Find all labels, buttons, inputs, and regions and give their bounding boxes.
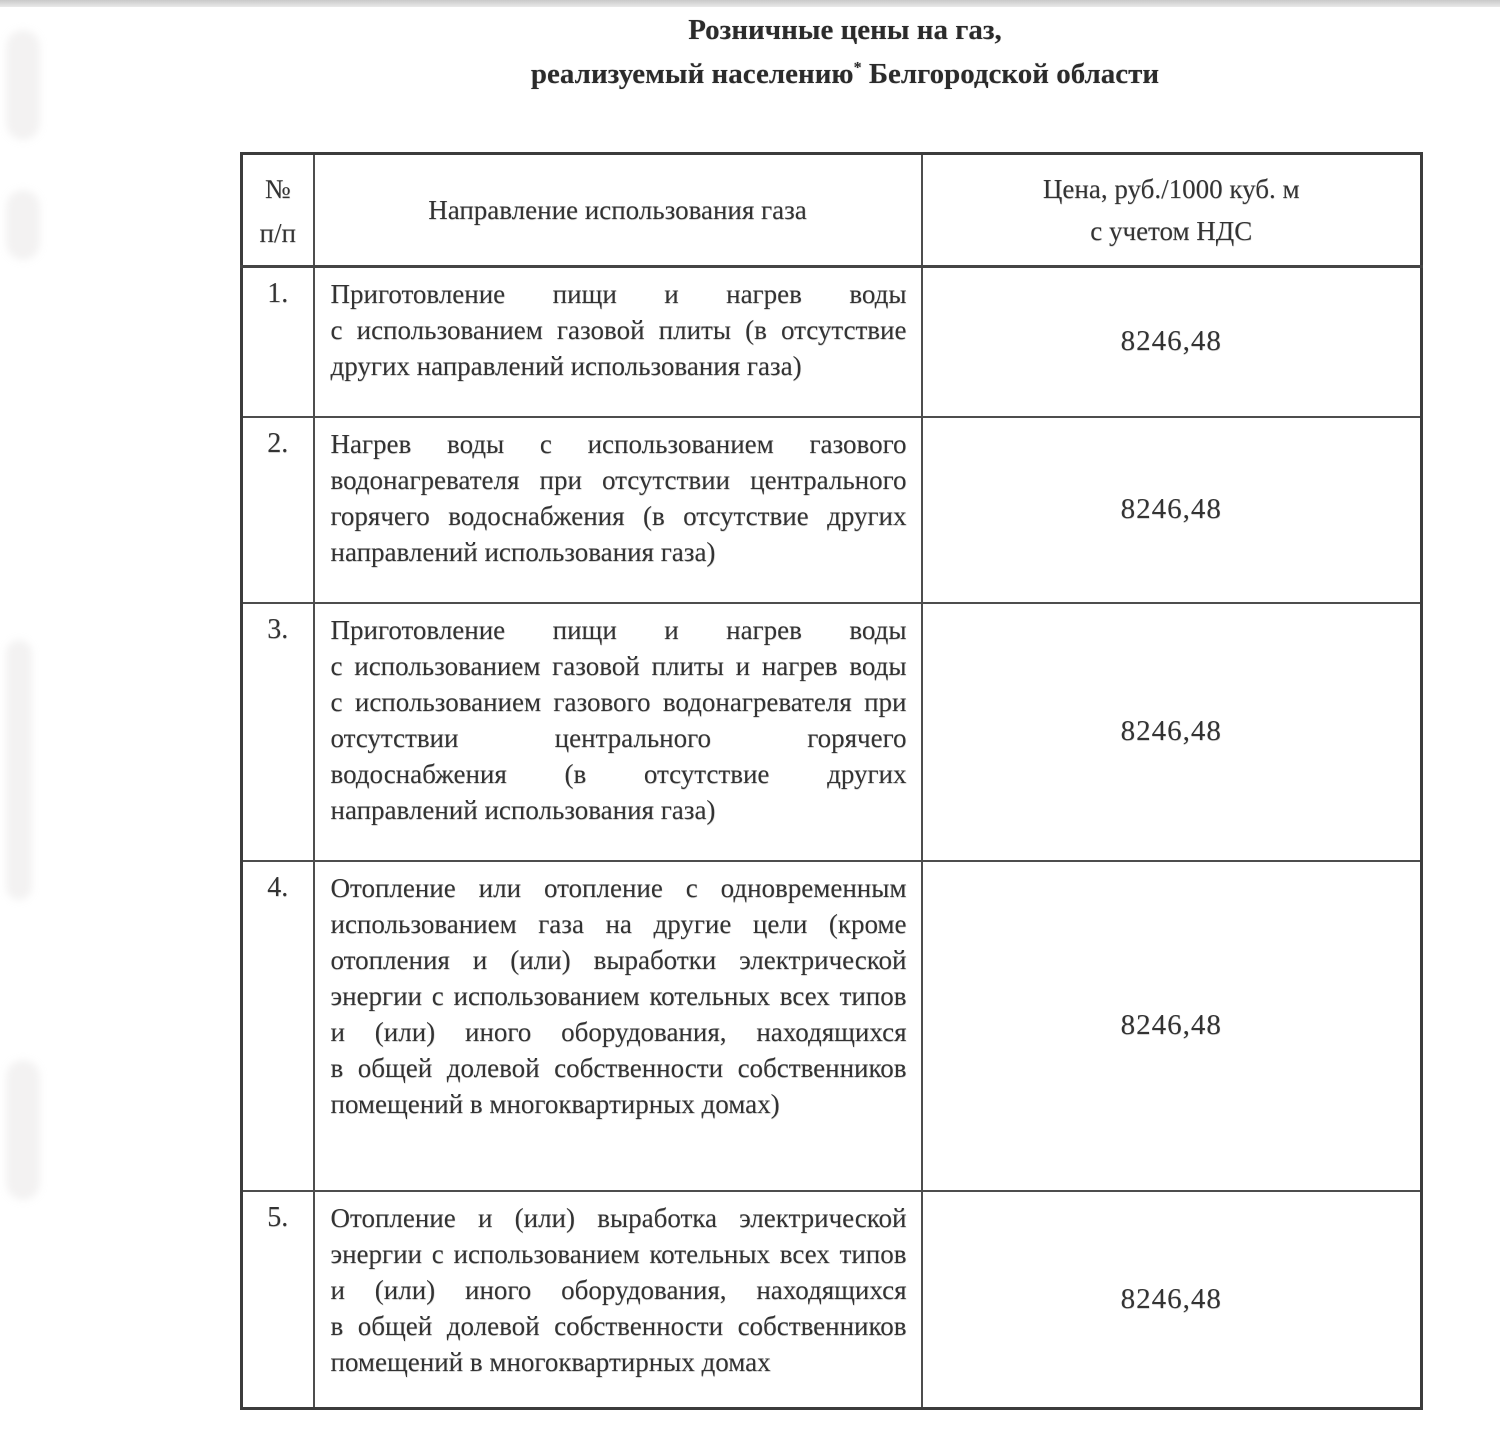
document-title-line2 [190,52,1500,96]
header-price-line2: с учетом НДС [1090,216,1253,246]
table-row [242,417,1422,603]
header-number-line1: № [264,174,291,204]
row-direction: Отопление и (или) выработка электрической энергии с использованием котельных всех типов и (или) иного оборудования, находящихся в общей долевой собственности собственников помещений в многоквартирных домах [314,1191,922,1409]
row-direction: Приготовление пищи и нагрев воды с использованием газовой плиты и нагрев воды с использованием газового водонагревателя при отсутствии центрального горячего водоснабжения (в отсутствие других направлений использования газа) [314,603,922,861]
row-direction: Отопление или отопление с одновременным использованием газа на другие цели (кроме отопления и (или) выработки электрической энергии с использованием котельных всех типов и (или) иного оборудования, находящихся в общей долевой собственности собственников помещений в многоквартирных домах) [314,861,922,1191]
scan-artifact-smudge [6,640,32,900]
row-price: 8246,48 [922,417,1422,603]
scan-artifact-top-strip [0,0,1500,7]
table-row [242,861,1422,1191]
row-number: 1. [242,267,314,417]
row-number: 5. [242,1191,314,1409]
row-price: 8246,48 [922,1191,1422,1409]
row-number: 3. [242,603,314,861]
scan-artifact-smudge [6,30,40,140]
table-row [242,267,1422,417]
row-price: 8246,48 [922,861,1422,1191]
footnote-asterisk: * [853,59,862,77]
row-direction: Приготовление пищи и нагрев воды с использованием газовой плиты (в отсутствие других направлений использования газа) [314,267,922,417]
row-number: 4. [242,861,314,1191]
title-line2-prefix: реализуемый населению [530,58,854,90]
document-title [190,8,1500,96]
table-header-row [242,154,1422,267]
gas-price-table [240,152,1423,1410]
scan-artifact-smudge [6,190,40,260]
header-cell-number [242,154,314,267]
row-price: 8246,48 [922,603,1422,861]
row-direction: Нагрев воды с использованием газового водонагревателя при отсутствии центрального горячего водоснабжения (в отсутствие других направлений использования газа) [314,417,922,603]
row-number: 2. [242,417,314,603]
table-row [242,1191,1422,1409]
header-cell-price [922,154,1422,267]
header-cell-direction: Направление использования газа [314,154,922,267]
header-number-line2: п/п [259,218,296,248]
scan-artifact-smudge [6,1060,40,1200]
title-line2-suffix: Белгородской области [861,58,1160,90]
document-title-line1: Розничные цены на газ, [688,14,1002,46]
header-price-line1: Цена, руб./1000 куб. м [1042,174,1300,204]
row-price: 8246,48 [922,267,1422,417]
table-row [242,603,1422,861]
